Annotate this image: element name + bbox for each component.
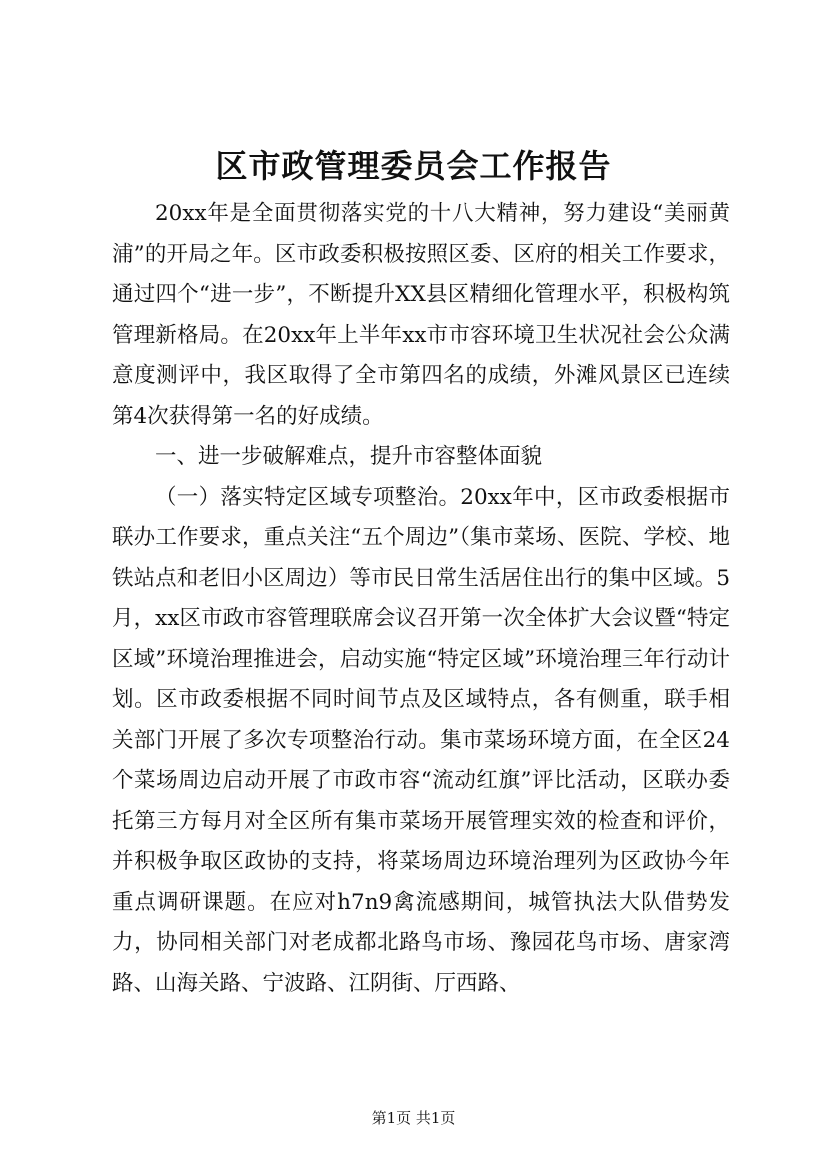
paragraph-intro: 20xx年是全面贯彻落实党的十八大精神，努力建设“美丽黄浦”的开局之年。区市政委积极按照区委、区府的相关工作要求，通过四个“进一步”，不断提升XX县区精细化管理水平，积极构筑管理新格局。在20xx年上半年xx市市容环境卫生状况社会公众满意度测评中，我区取得了全市第四名的成绩，外滩风景区已连续第4次获得第一名的好成绩。 xyxy=(112,201,730,429)
document-body xyxy=(112,194,730,996)
paragraph-special-areas: （一）落实特定区域专项整治。20xx年中，区市政委根据市联办工作要求，重点关注“五个周边”（集市菜场、医院、学校、地铁站点和老旧小区周边）等市民日常生活居住出行的集中区域。5月，xx区市政市容管理联席会议召开第一次全体扩大会议暨“特定区域”环境治理推进会，启动实施“特定区域”环境治理三年行动计划。区市政委根据不同时间节点及区域特点，各有侧重，联手相关部门开展了多次专项整治行动。集市菜场环境方面，在全区24个菜场周边启动开展了市政市容“流动红旗”评比活动，区联办委托第三方每月对全区所有集市菜场开展管理实效的检查和评价，并积极争取区政协的支持，将菜场周边环境治理列为区政协今年重点调研课题。在应对h7n9禽流感期间，城管执法大队借势发力，协同相关部门对老成都北路鸟市场、豫园花鸟市场、唐家湾路、山海关路、宁波路、江阴街、厅西路、 xyxy=(112,484,730,996)
document-title: 区市政管理委员会工作报告 xyxy=(215,147,612,185)
section-heading: 一、进一步破解难点，提升市容整体面貌 xyxy=(155,444,543,469)
page-number-footer: 第1页 共1页 xyxy=(371,1109,456,1127)
